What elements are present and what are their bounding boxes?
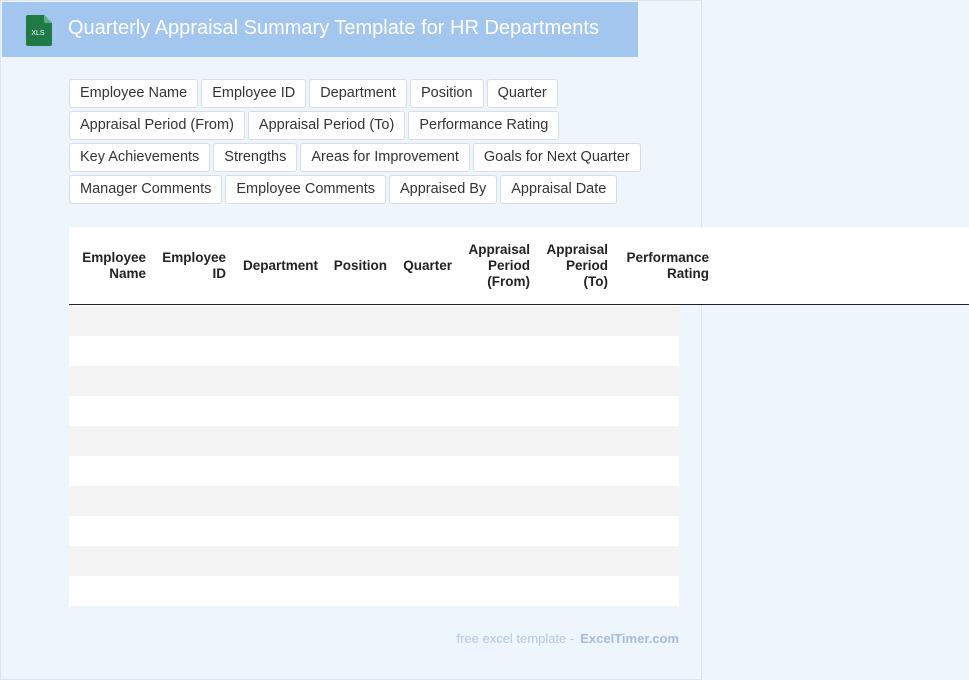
- field-tag[interactable]: Appraised By: [389, 175, 497, 204]
- field-tag[interactable]: Manager Comments: [69, 175, 222, 204]
- table-row[interactable]: [69, 306, 679, 336]
- field-tag[interactable]: Department: [309, 79, 407, 108]
- table-row[interactable]: [69, 546, 679, 576]
- page-title: Quarterly Appraisal Summary Template for HR Departments: [68, 17, 599, 39]
- tag-row: [69, 111, 669, 140]
- field-tag[interactable]: Key Achievements: [69, 143, 210, 172]
- field-tag[interactable]: Employee Name: [69, 79, 198, 108]
- table-row[interactable]: [69, 336, 679, 366]
- field-tag[interactable]: Position: [410, 79, 484, 108]
- footer-brand-link[interactable]: ExcelTimer.com: [580, 631, 679, 646]
- title-bar: [2, 2, 638, 57]
- column-header[interactable]: Performance Rating: [626, 250, 709, 281]
- table-row[interactable]: [69, 456, 679, 486]
- field-tag[interactable]: Appraisal Period (To): [248, 111, 405, 140]
- xls-icon-label: XLS: [31, 30, 45, 37]
- table-row[interactable]: [69, 486, 679, 516]
- field-tag[interactable]: Employee Comments: [225, 175, 386, 204]
- table-row[interactable]: [69, 366, 679, 396]
- footer: [456, 631, 679, 646]
- field-tag[interactable]: Appraisal Date: [500, 175, 617, 204]
- column-header[interactable]: Position: [333, 258, 387, 273]
- column-header[interactable]: Quarter: [403, 258, 452, 273]
- appraisal-table: [69, 227, 709, 606]
- field-tags: [69, 79, 669, 207]
- field-tag[interactable]: Employee ID: [201, 79, 306, 108]
- footer-text: free excel template -: [456, 631, 575, 646]
- column-header[interactable]: Department: [242, 258, 318, 273]
- field-tag[interactable]: Goals for Next Quarter: [473, 143, 641, 172]
- column-header[interactable]: Appraisal Period (From): [468, 242, 530, 289]
- tag-row: [69, 143, 669, 172]
- field-tag[interactable]: Appraisal Period (From): [69, 111, 245, 140]
- tag-row: [69, 175, 669, 204]
- field-tag[interactable]: Strengths: [213, 143, 297, 172]
- table-row[interactable]: [69, 426, 679, 456]
- column-header[interactable]: Appraisal Period (To): [546, 242, 608, 289]
- field-tag[interactable]: Performance Rating: [408, 111, 559, 140]
- field-tag[interactable]: Quarter: [487, 79, 558, 108]
- tag-row: [69, 79, 669, 108]
- xls-file-icon: [26, 15, 52, 46]
- column-header[interactable]: Employee ID: [162, 250, 226, 281]
- table-row[interactable]: [69, 516, 679, 546]
- table-row[interactable]: [69, 576, 679, 606]
- table-header: [69, 227, 969, 305]
- table-row[interactable]: [69, 396, 679, 426]
- field-tag[interactable]: Areas for Improvement: [300, 143, 469, 172]
- column-header[interactable]: Employee Name: [82, 250, 146, 281]
